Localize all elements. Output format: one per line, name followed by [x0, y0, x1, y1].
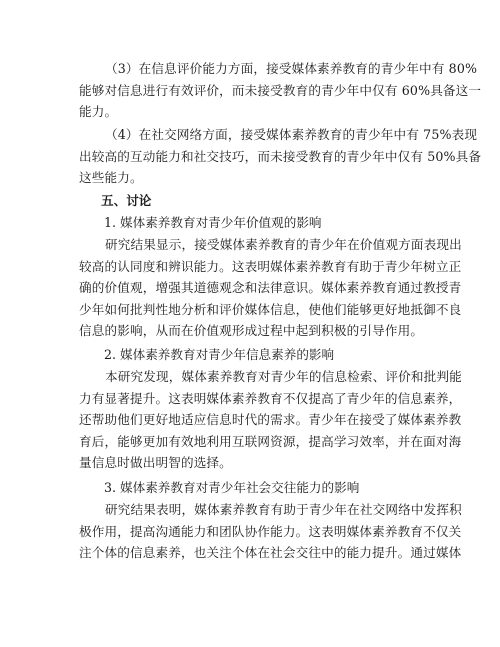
text-line: 注个体的信息素养，也关注个体在社会交往中的能力提升。通过媒体 — [79, 545, 462, 560]
text-line: 较高的认同度和辨识能力。这表明媒体素养教育有助于青少年树立正 — [79, 258, 462, 274]
text-line: 研究结果表明，媒体素养教育有助于青少年在社交网络中发挥积 — [105, 502, 462, 517]
paragraph-social-network — [79, 124, 482, 189]
section-heading-discussion: 五、讨论 — [101, 193, 152, 208]
text-line: 能力。 — [79, 104, 118, 119]
text-line: 这些能力。 — [79, 170, 143, 185]
subheading-values: 1. 媒体素养教育对青少年价值观的影响 — [104, 215, 322, 230]
text-line: （4）在社交网络方面，接受媒体素养教育的青少年中有 75%表现 — [105, 127, 478, 142]
text-line: 本研究发现，媒体素养教育对青少年的信息检索、评价和批判能 — [105, 369, 462, 384]
paragraph-info-evaluation — [79, 58, 482, 123]
subheading-info-literacy: 2. 媒体素养教育对青少年信息素养的影响 — [104, 347, 335, 362]
text-line: 极作用，提高沟通能力和团队协作能力。这表明媒体素养教育不仅关 — [79, 523, 462, 539]
subheading-social-skills: 3. 媒体素养教育对青少年社会交往能力的影响 — [104, 480, 360, 495]
text-line: 研究结果显示，接受媒体素养教育的青少年在价值观方面表现出 — [105, 237, 462, 252]
text-line: （3）在信息评价能力方面，接受媒体素养教育的青少年中有 80% — [105, 61, 478, 76]
text-line: 确的价值观，增强其道德观念和法律意识。媒体素养教育通过教授青 — [79, 280, 462, 295]
text-line: 力有显著提升。这表明媒体素养教育不仅提高了青少年的信息素养， — [79, 390, 462, 406]
paragraph-info-literacy — [79, 366, 462, 474]
text-line: 出较高的互动能力和社交技巧，而未接受教育的青少年中仅有 50%具备 — [79, 148, 482, 164]
text-line: 少年如何批判性地分析和评价媒体信息，使他们能够更好地抵御不良 — [79, 301, 462, 317]
text-line: 量信息时做出明智的选择。 — [79, 455, 232, 470]
text-line: 还帮助他们更好地适应信息时代的需求。青少年在接受了媒体素养教 — [79, 412, 462, 427]
text-line: 育后，能够更加有效地利用互联网资源，提高学习效率，并在面对海 — [79, 433, 462, 449]
text-line: 信息的影响，从而在价值观形成过程中起到积极的引导作用。 — [79, 323, 424, 338]
text-line: 能够对信息进行有效评价，而未接受教育的青少年中仅有 60%具备这一 — [79, 82, 482, 98]
paragraph-social-skills — [79, 499, 462, 564]
paragraph-values — [79, 234, 462, 342]
